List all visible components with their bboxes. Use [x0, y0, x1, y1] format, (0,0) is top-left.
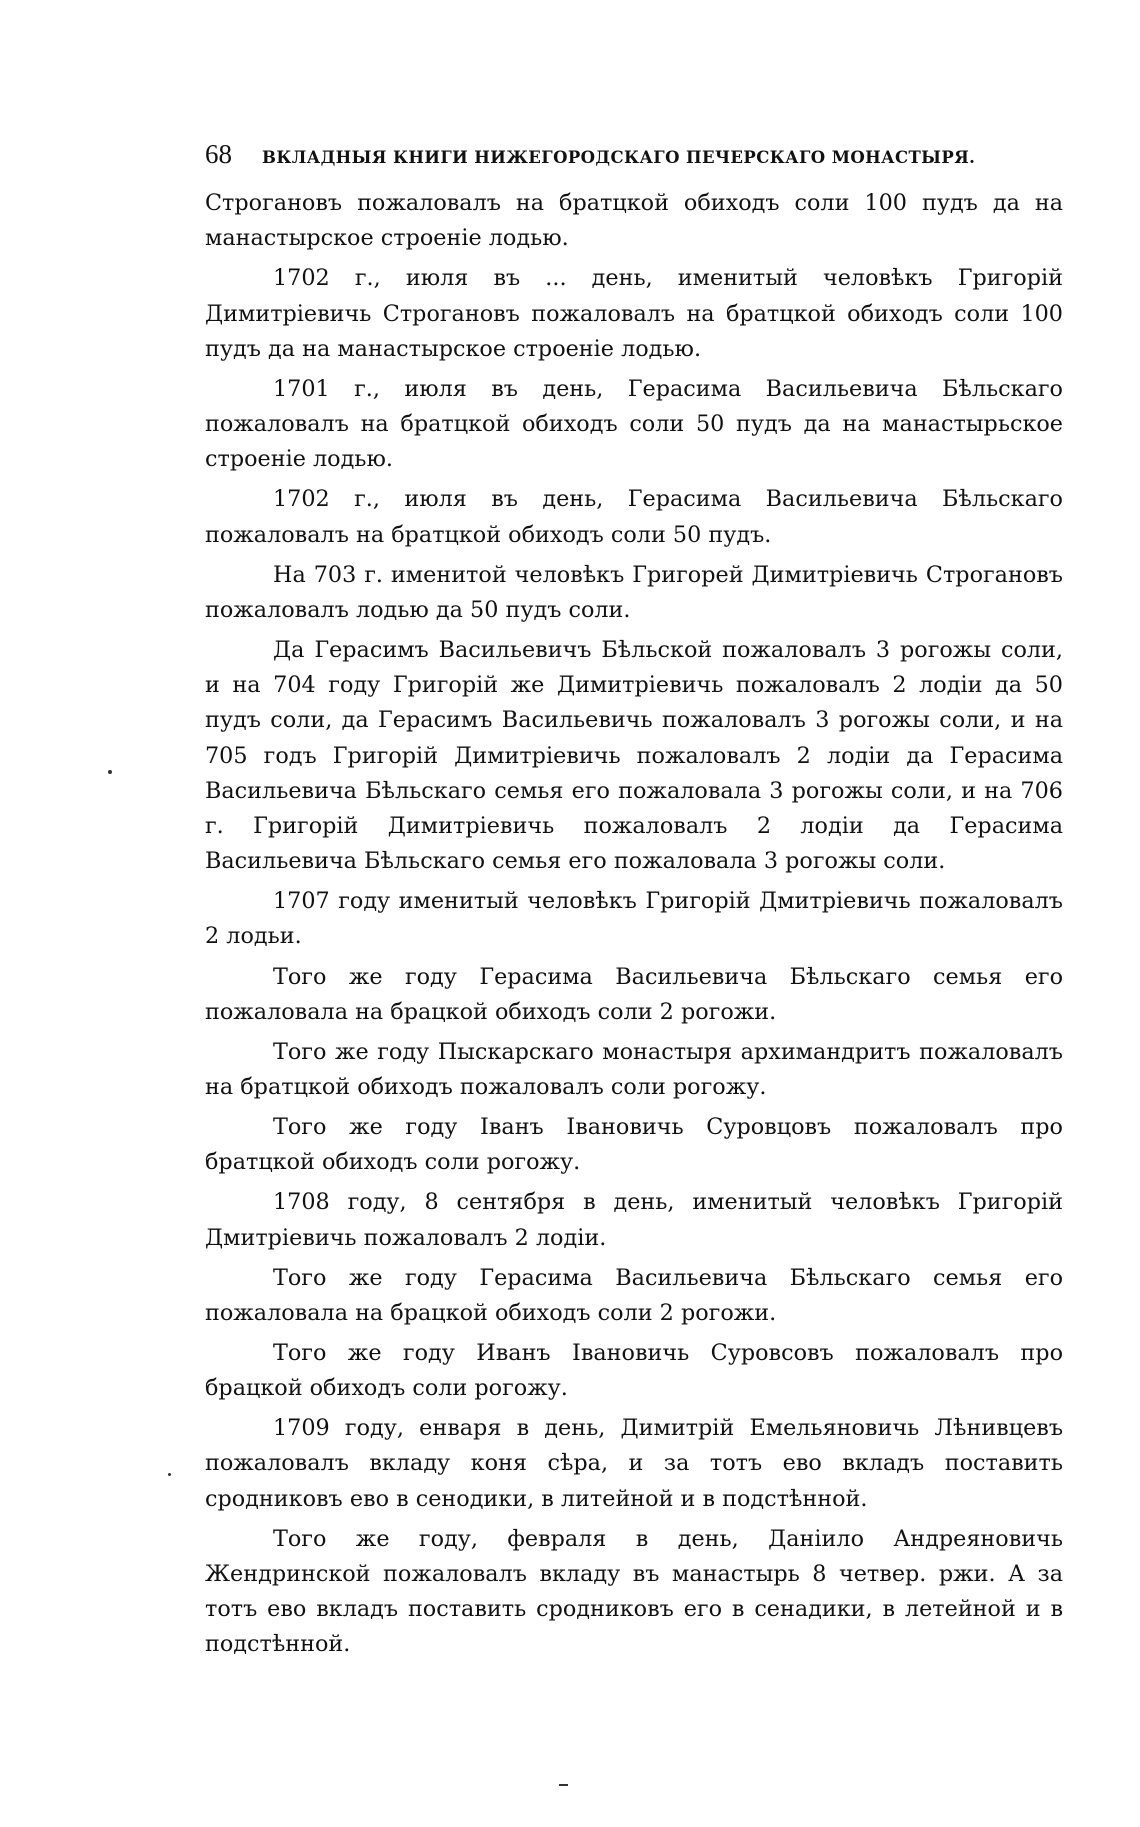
paragraph: Того же году, февраля в день, Даніило Андреяновичь Жендринской пожаловалъ вкладу въ манастырь 8 четвер. ржи. А за тотъ ево вкладъ поставить сродниковъ его в сенадики, в летейной и в подстѣнной.: [205, 1525, 1063, 1658]
running-title: ВКЛАДНЫЯ КНИГИ НИЖЕГОРОДСКАГО ПЕЧЕРСКАГО МОНАСТЫРЯ.: [262, 148, 976, 167]
paragraph: 1707 году именитый человѣкъ Григорій Дмитріевичь пожаловалъ 2 лодьи.: [205, 888, 1063, 950]
print-speck: [559, 1784, 568, 1786]
body-text: [205, 186, 1063, 1667]
page-number: 68: [205, 139, 232, 169]
paragraph: Того же году Іванъ Івановичь Суровцовъ пожаловалъ про братцкой обиходъ соли рогожу.: [205, 1114, 1063, 1176]
paragraph: 1708 году, 8 сентября в день, именитый человѣкъ Григорій Дмитріевичь пожаловалъ 2 лодіи.: [205, 1189, 1063, 1251]
print-speck: [108, 770, 112, 774]
paragraph: Того же году Герасима Васильевича Бѣльскаго семья его пожаловала на брацкой обиходъ соли 2 рогожи.: [205, 963, 1063, 1025]
paragraph: Того же году Герасима Васильевича Бѣльскаго семья его пожаловала на брацкой обиходъ соли 2 рогожи.: [205, 1264, 1063, 1326]
paragraph: 1702 г., июля въ день, Герасима Васильевича Бѣльскаго пожаловалъ на братцкой обиходъ соли 50 пудъ.: [205, 486, 1063, 548]
paragraph: Того же году Пыскарскаго монастыря архимандритъ пожаловалъ на братцкой обиходъ пожаловалъ соли рогожу.: [205, 1038, 1063, 1100]
paragraph: Того же году Иванъ Івановичь Суровсовъ пожаловалъ про брацкой обиходъ соли рогожу.: [205, 1339, 1063, 1402]
paragraph: На 703 г. именитой человѣкъ Григорей Димитріевичь Строгановъ пожаловалъ лодью да 50 пудъ соли.: [205, 561, 1063, 623]
paragraph: Строгановъ пожаловалъ на братцкой обиходъ соли 100 пудъ да на манастырское строеніе лодью.: [205, 190, 1063, 252]
paragraph: Да Герасимъ Васильевичъ Бѣльской пожаловалъ 3 рогожы соли, и на 704 году Григорій же Димитріевичь пожаловалъ 2 лодіи да 50 пудъ соли, да Герасимъ Васильевичь пожаловалъ 3 рогожы соли, и на 705 годъ Григорій Димитріевичь пожаловалъ 2 лодіи да Герасима Васильевича Бѣльскаго семья его пожаловала 3 рогожы соли, и на 706 г. Григорій Димитріевичь пожаловалъ 2 лодіи да Герасима Васильевича Бѣльскаго семья его пожаловала 3 рогожы соли.: [205, 636, 1063, 875]
running-head: [205, 138, 975, 174]
paragraph: 1702 г., июля въ ... день, именитый человѣкъ Григорій Димитріевичь Строгановъ пожаловалъ на братцкой обиходъ соли 100 пудъ да на манастырское строеніе лодью.: [205, 265, 1063, 362]
print-speck: [168, 1473, 171, 1476]
paragraph: 1701 г., июля въ день, Герасима Васильевича Бѣльскаго пожаловалъ на братцкой обиходъ соли 50 пудъ да на манастырьское строеніе лодью.: [205, 375, 1063, 473]
paragraph: 1709 году, енваря в день, Димитрій Емельяновичь Лѣнивцевъ пожаловалъ вкладу коня сѣра, и за тотъ ево вкладъ поставить сродниковъ ево в сенодики, в литейной и в подстѣнной.: [205, 1415, 1063, 1512]
